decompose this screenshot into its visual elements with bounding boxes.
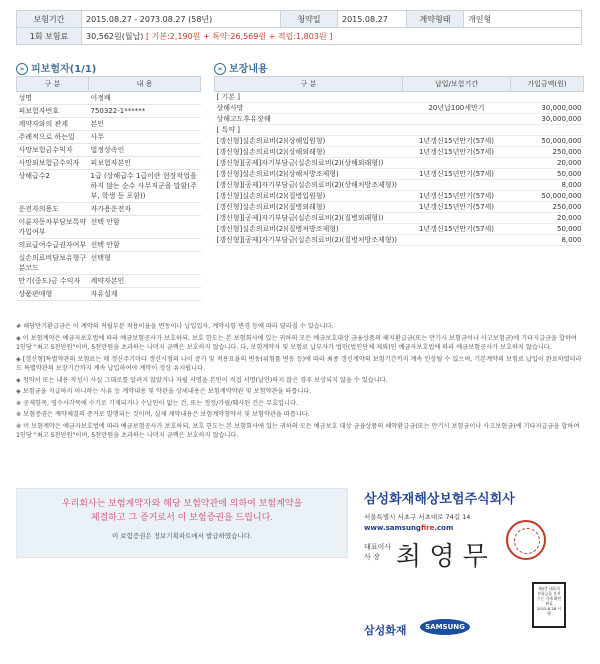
coverage-name: [갱신형]실손의료비(2)(상해입원형) — [215, 136, 403, 147]
insured-table — [16, 76, 201, 301]
notice-line-3: 이 보험증권은 정보기획파트에서 발급하였습니다. — [111, 532, 253, 540]
url-part: fire — [420, 524, 435, 532]
coverage-period — [403, 213, 511, 224]
coverage-amount — [511, 125, 584, 136]
coverage-name: [갱신형]실손의료비(2)(질병입원형) — [215, 191, 403, 202]
coverage-period: 1년갱신15년만기(57세) — [403, 224, 511, 235]
coverage-amount — [511, 92, 584, 103]
issuance-notice — [16, 488, 348, 558]
coverage-amount: 8,000 — [511, 180, 584, 191]
note-line: ※ 이 보험계약은 예금자보호법에 따라 예금보험공사가 보호하되, 보호 한도는 본 보험회사에 있는 귀하의 모든 예금보호 대상 금융상품의 해약환급금(또는 만기시 보험금이나 사고보험금)에 기타지급금을 합하여 1인당 "최고 5천만원"이며, 5천만원을 초과하는 나머지 금액은 보호하지 않습니다. — [16, 422, 580, 439]
verification-stamp: 제3층 대표의 보험금을 문서 수는 가게 확인완료 2015.8.28 시행 — [532, 582, 566, 628]
coverage-row — [215, 147, 584, 158]
insured-row — [17, 252, 201, 275]
coverage-name: [갱신형]실손의료비(2)(상해처방조제형) — [215, 169, 403, 180]
insured-key: 사망보험금수익자 — [17, 144, 89, 157]
coverage-name: [ 기본 ] — [215, 92, 403, 103]
coverage-name: [갱신형][공제]자기부담금(실손의료비(2)(상해처방조제형)) — [215, 180, 403, 191]
policy-summary-table — [16, 10, 582, 45]
contract-label: 계약형태 — [407, 11, 464, 28]
insured-row — [17, 170, 201, 203]
chevron-right-icon: » — [16, 63, 28, 75]
insured-row — [17, 203, 201, 216]
insured-row — [17, 118, 201, 131]
insured-value: 계약자본인 — [89, 275, 201, 288]
coverage-row — [215, 92, 584, 103]
coverage-period — [403, 180, 511, 191]
coverage-col-header: 납입/보험기간 — [403, 77, 511, 92]
coverage-amount: 50,000,000 — [511, 136, 584, 147]
coverage-amount: 20,000 — [511, 158, 584, 169]
insured-row — [17, 239, 201, 252]
coverage-amount: 250,000 — [511, 202, 584, 213]
insured-row — [17, 275, 201, 288]
coverage-period: 20년납100세만기 — [403, 103, 511, 114]
coverage-amount: 30,000,000 — [511, 114, 584, 125]
coverage-row — [215, 191, 584, 202]
insured-key: 의료급여수급권자여부 — [17, 239, 89, 252]
premium-value-cell — [82, 28, 582, 45]
company-seal-icon — [506, 520, 546, 560]
insured-key: 실손의료비담보유형구분코드 — [17, 252, 89, 275]
sign-label: 청약일 — [281, 11, 338, 28]
coverage-name: [갱신형][공제]자기부담금(실손의료비(2)(질병외래형)) — [215, 213, 403, 224]
coverage-period: 1년갱신15년만기(57세) — [403, 169, 511, 180]
coverage-name: [갱신형]실손의료비(2)(질병외래형) — [215, 202, 403, 213]
company-name: 삼성화재해상보험주식회사 — [364, 492, 515, 507]
coverage-title-text: 보장내용 — [229, 64, 268, 75]
coverage-amount: 20,000 — [511, 213, 584, 224]
insured-key: 상품판매형 — [17, 288, 89, 301]
insured-key: 사망외보험금수익자 — [17, 157, 89, 170]
insured-value: 자유설계 — [89, 288, 201, 301]
coverage-col-header: 가입금액(원) — [511, 77, 584, 92]
insured-key: 운전자의용도 — [17, 203, 89, 216]
coverage-section-title — [214, 60, 268, 75]
note-line: # 해당만기환급금은 이 계약의 적립부분 적용이율을 변동이나 납입입자, 계약사항 변경 등에 따라 달라질 수 있습니다. — [16, 323, 334, 330]
ceo-title-line: 사 장 — [364, 553, 380, 561]
insured-title-text: 피보험자(1/1) — [31, 64, 97, 75]
policy-notes — [16, 322, 582, 443]
company-url[interactable] — [364, 524, 453, 532]
coverage-row — [215, 114, 584, 125]
coverage-name: [ 특약 ] — [215, 125, 403, 136]
insured-row — [17, 105, 201, 118]
note-line: ◈ 보험금을 지급하지 아니하는 사유 등 계약내용 및 약관을 상세내용은 보험계약약관 및 보험약관을 따릅니다. — [16, 388, 312, 395]
insured-value: 법정상속인 — [89, 144, 201, 157]
insured-col-header: 내 용 — [89, 77, 201, 92]
coverage-name: [갱신형][공제]자기부담금(실손의료비(2)(상해외래형)) — [215, 158, 403, 169]
premium-value: 30,562원(월납) — [86, 31, 144, 41]
insured-section-title — [16, 60, 96, 75]
note-line: ◈ 청약서 또는 내용 작성시 사실 그대로를 알려지 않았거나 자필 서명을 본인이 직접 서명(날인)하지 않은 경우 보상되지 않을 수 있습니다. — [16, 376, 388, 384]
insured-value: 이정배 — [89, 92, 201, 105]
company-address: 서울특별시 서초구 서초대로 74길 14 — [364, 513, 471, 521]
insured-value: 피보험자본인 — [89, 157, 201, 170]
insured-row — [17, 144, 201, 157]
insured-key: 주례적으로 하는일 — [17, 131, 89, 144]
coverage-name: [갱신형]실손의료비(2)(질병처방조제형) — [215, 224, 403, 235]
coverage-row — [215, 103, 584, 114]
coverage-row — [215, 224, 584, 235]
ceo-signature: 최 영 무 — [396, 542, 488, 572]
coverage-row — [215, 180, 584, 191]
coverage-row — [215, 169, 584, 180]
coverage-row — [215, 125, 584, 136]
note-line: ※ 보험증권은 계약체결의 증거로 발행되는 것이며, 실제 계약내용은 보험계약청약서 및 보험약관을 따릅니다. — [16, 411, 310, 418]
note-line: ◈ 이 보험계약은 예금자보호법에 따라 예금보험공사가 보호하되, 보호 한도는 본 보험회사에 있는 귀하의 모든 예금보호대상 금융상품의 해지환급금(또는 만기시 보험금이나 사고보험금)에 기타지급금을 합하여 1인당 "최고 5천만원"이며, 5천만원을 초과하는 나머지 금액은 보호하지 않습니다. 다, 보험계약자 및 보험료 납부자가 법인(법인단체 제외)인 예금자보호법에 따라 예금보험공사가 보호하지 않습니다. — [16, 334, 577, 351]
coverage-name: [갱신형]실손의료비(2)(상해외래형) — [215, 147, 403, 158]
coverage-amount: 8,000 — [511, 235, 584, 246]
samsung-logo: SAMSUNG — [420, 619, 470, 635]
insured-key: 피보험자번호 — [17, 105, 89, 118]
coverage-period — [403, 125, 511, 136]
coverage-row — [215, 136, 584, 147]
insured-key: 상해급수2 — [17, 170, 89, 203]
insured-value: 선택 안함 — [89, 239, 201, 252]
coverage-col-header: 구 분 — [215, 77, 403, 92]
coverage-period — [403, 114, 511, 125]
notice-line-2: 체결하고 그 증거로서 이 보험증권을 드립니다. — [90, 513, 274, 523]
ceo-title — [364, 542, 391, 562]
insured-row — [17, 131, 201, 144]
coverage-period: 1년갱신15년만기(57세) — [403, 136, 511, 147]
ceo-title-line: 대표이사 — [364, 543, 392, 551]
coverage-period — [403, 235, 511, 246]
premium-breakdown: [ 기본:2,190원 + 특약:26,569원 + 적립:1,803원 ] — [145, 31, 333, 41]
insured-row — [17, 288, 201, 301]
coverage-name: 상해사망 — [215, 103, 403, 114]
insured-key: 계약자와의 관계 — [17, 118, 89, 131]
contract-value: 개인형 — [464, 11, 582, 28]
insured-value: 1급 (상해급수 1급이란 현장작업을 하지 않는 순수 사무직군을 말함(주부, 학생 등 포함)) — [89, 170, 201, 203]
coverage-period — [403, 92, 511, 103]
coverage-period: 1년갱신15년만기(57세) — [403, 202, 511, 213]
coverage-period: 1년갱신15년만기(57세) — [403, 191, 511, 202]
insured-key: 이륜자동차부담보특약가입여부 — [17, 216, 89, 239]
coverage-amount: 30,000,000 — [511, 103, 584, 114]
coverage-period — [403, 158, 511, 169]
insured-col-header: 구 분 — [17, 77, 89, 92]
coverage-amount: 50,000,000 — [511, 191, 584, 202]
premium-label: 1회 보험료 — [17, 28, 82, 45]
company-logo: 삼성화재 — [364, 624, 407, 637]
coverage-row — [215, 235, 584, 246]
insured-value: 선택형 — [89, 252, 201, 275]
insured-row — [17, 157, 201, 170]
coverage-period: 1년갱신15년만기(57세) — [403, 147, 511, 158]
note-line: ※ 공제항목, 영수사각목에 수기로 기재되거나 수납인이 없는 건, 또는 정정/가필/훼사된 건은 무효입니다. — [16, 399, 298, 407]
url-part: www.samsung — [364, 524, 421, 532]
coverage-name: [갱신형][공제]자기부담금(실손의료비(2)(질병처방조제형)) — [215, 235, 403, 246]
insured-row — [17, 92, 201, 105]
coverage-table — [214, 76, 584, 246]
coverage-row — [215, 213, 584, 224]
insured-value: 사무 — [89, 131, 201, 144]
insured-value: 본인 — [89, 118, 201, 131]
insured-value: 750322-1****** — [89, 105, 201, 118]
insured-key: 만기(중도)금 수익자 — [17, 275, 89, 288]
coverage-row — [215, 202, 584, 213]
coverage-name: 상해고도후유장해 — [215, 114, 403, 125]
url-part: .com — [434, 524, 454, 532]
insured-key: 성명 — [17, 92, 89, 105]
coverage-amount: 50,000 — [511, 224, 584, 235]
insured-value: 자가용운전자 — [89, 203, 201, 216]
coverage-row — [215, 158, 584, 169]
sign-value: 2015.08.27 — [338, 11, 407, 28]
period-value: 2015.08.27 - 2073.08.27 (58년) — [82, 11, 281, 28]
insured-row — [17, 216, 201, 239]
chevron-right-icon: » — [214, 63, 226, 75]
notice-line-1: 우리회사는 보험계약자와 해당 보험약관에 의하여 보험계약을 — [61, 499, 303, 509]
coverage-amount: 50,000 — [511, 169, 584, 180]
note-line: ◈ [갱신형]특별약관의 보험료는 매 갱신주기마다 갱신시점의 나이 증가 및 적용요율의 변동(위험률 변동 등)에 따라 최종 갱신계약의 보험기간까지 계속 인상될 수 있으며, 기본계약의 보험료 납입이 완료하였더라도 특별약관의 보장기간까지 계속 납입하여야 계약이 정상 유지됩니다. — [16, 355, 582, 372]
insured-value: 선택 안함 — [89, 216, 201, 239]
period-label: 보험기간 — [17, 11, 82, 28]
coverage-amount: 250,000 — [511, 147, 584, 158]
